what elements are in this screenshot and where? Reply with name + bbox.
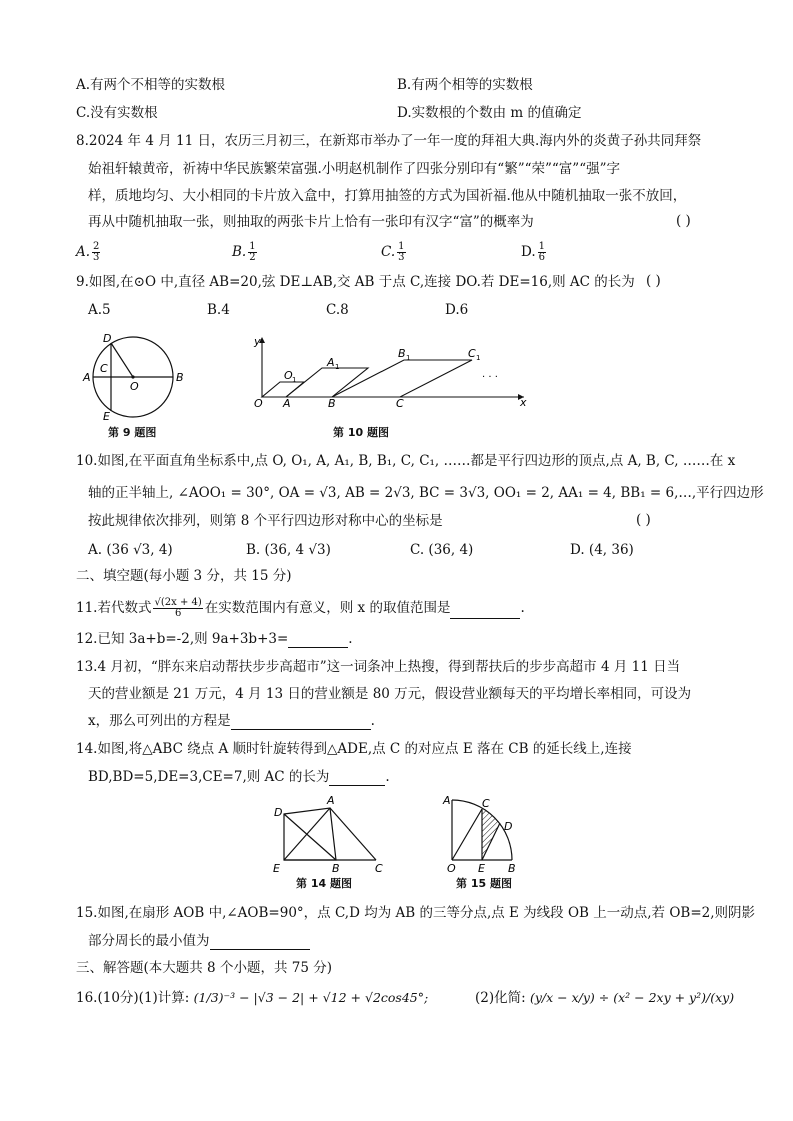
q11-post: 在实数范围内有意义，则 x 的取值范围是 (204, 600, 451, 616)
q9-label-c: C (100, 362, 108, 375)
q14-label-b: B (332, 862, 340, 875)
q12-text: 12.已知 3a+b=-2,则 9a+3b+3= (76, 631, 289, 647)
q8-option-b (232, 242, 259, 263)
q10-label-c1-sub: 1 (476, 354, 481, 362)
q10-line-2: 轴的正半轴上, ∠AOO₁ = 30°, OA = √3, AB = 2√3, BC = 3√3, OO₁ = 2, AA₁ = 4, BB₁ = 6,…,平行四边形 (88, 485, 764, 501)
q10-label-b1: B (398, 347, 406, 360)
q9-label-o: O (130, 380, 139, 393)
q10-label-o1-sub: 1 (292, 376, 297, 384)
q12 (76, 630, 353, 648)
q15-figure (440, 794, 530, 876)
q9-option-a: A.5 (88, 302, 111, 318)
q9-label-b: B (176, 371, 184, 384)
q10-label-c1: C (468, 347, 476, 360)
q8-option-b-fraction: $\frac{1}{2}$ (249, 241, 256, 263)
q14-label-d: D (274, 806, 283, 819)
q10-label-dots: · · · (482, 372, 498, 383)
q14-line-1: 14.如图,将△ABC 绕点 A 顺时针旋转得到△ADE,点 C 的对应点 E 落在 CB 的延长线上,连接 (76, 741, 632, 757)
q8-option-d-fraction: $\frac{1}{6}$ (538, 241, 546, 263)
q8-option-c (381, 242, 408, 263)
q8-line-3: 样，质地均匀、大小相同的卡片放入盒中，打算用抽签的方式为国祈福.他从中随机抽取一张不放回， (88, 188, 687, 204)
q10-option-a: A. (36 √3, 4) (88, 542, 173, 558)
q13-line-3-text: x，那么可列出的方程是 (88, 713, 231, 729)
q10-figure (250, 334, 530, 410)
q14-label-a: A (327, 794, 335, 807)
q16-expression-1: (1/3)⁻³ − |√3 − 2| + √12 + √2cos45°; (193, 990, 429, 1005)
q14-figure-caption: 第 14 题图 (296, 877, 352, 890)
q10-label-y: y (254, 335, 261, 348)
q13-end: . (370, 713, 375, 729)
q8-option-c-label: C. (381, 244, 396, 260)
q7-option-c: C.没有实数根 (76, 105, 158, 121)
q10-label-a1-sub: 1 (335, 363, 340, 371)
q10-option-c: C. (36, 4) (410, 542, 474, 558)
q10-line-3: 按此规律依次排列，则第 8 个平行四边形对称中心的坐标是 (88, 513, 443, 529)
q14-end: . (385, 769, 390, 785)
q10-label-o: O (254, 397, 263, 410)
q16-part-2 (475, 989, 734, 1007)
section-3-heading: 三、解答题(本大题共 8 个小题，共 75 分) (76, 960, 332, 976)
q8-line-1: 8.2024 年 4 月 11 日，农历三月初三，在新郑市举办了一年一度的拜祖大典.海内外的炎黄子孙共同拜祭 (76, 133, 702, 149)
q8-option-a-fraction: $\frac{2}{3}$ (93, 241, 100, 263)
q15-answer-blank[interactable] (210, 935, 310, 950)
q8-line-2: 始祖轩辕黄帝，祈祷中华民族繁荣富强.小明赵机制作了四张分别印有“繁”“荣”“富”“强”字 (88, 161, 621, 177)
q10-label-a: A (283, 397, 291, 410)
q7-option-b: B.有两个相等的实数根 (397, 77, 533, 93)
q16-part-2-label: (2)化简: (475, 990, 526, 1006)
q8-option-b-label: B. (232, 244, 247, 260)
q12-answer-blank[interactable] (288, 633, 348, 648)
q9-option-d: D.6 (445, 302, 469, 318)
q11-answer-blank[interactable] (450, 604, 520, 619)
q8-answer-paren: ( ) (676, 213, 691, 229)
q8-option-d (521, 242, 548, 263)
q9-option-c: C.8 (326, 302, 349, 318)
q15-label-d: D (504, 820, 513, 833)
q12-end: . (348, 631, 353, 647)
q14-label-e: E (273, 862, 280, 875)
q15-line-1: 15.如图,在扇形 AOB 中,∠AOB=90°，点 C,D 均为 AB 的三等分点,点 E 为线段 OB 上一动点,若 OB=2,则阴影 (76, 905, 756, 921)
q15-label-c: C (482, 797, 490, 810)
q8-option-a-label: A. (76, 244, 91, 260)
q10-option-d: D. (4, 36) (570, 542, 634, 558)
q15-label-o: O (447, 862, 456, 875)
q10-answer-paren: ( ) (636, 512, 651, 528)
q7-option-a: A.有两个不相等的实数根 (76, 77, 226, 93)
q15-figure-caption: 第 15 题图 (456, 877, 512, 890)
q13-line-2: 天的营业额是 21 万元，4 月 13 日的营业额是 80 万元，假设营业额每天的平均增长率相同，可设为 (88, 686, 692, 702)
q9-label-e: E (103, 410, 110, 422)
q11-fraction: $\frac{√(2x + 4)}{6}$ (154, 597, 202, 619)
q9-figure-caption: 第 9 题图 (108, 426, 157, 439)
q13-answer-blank[interactable] (231, 715, 371, 730)
q10-figure-caption: 第 10 题图 (333, 426, 389, 439)
q9-option-b: B.4 (207, 302, 230, 318)
q10-line-1: 10.如图,在平面直角坐标系中,点 O, O₁, A, A₁, B, B₁, C, C₁, ……都是平行四边形的顶点,点 A, B, C, ……在 x (76, 453, 736, 469)
q13-line-3 (88, 712, 375, 730)
q15-label-e: E (478, 862, 485, 875)
q15-label-b: B (508, 862, 516, 875)
q15-line-2 (88, 932, 310, 950)
q9-stem: 9.如图,在⊙O 中,直径 AB=20,弦 DE⊥AB,交 AB 于点 C,连接 DO.若 DE=16,则 AC 的长为 (76, 274, 635, 290)
q16-expression-2: (y/x − x/y) ÷ (x² − 2xy + y²)/(xy) (529, 990, 735, 1005)
q10-label-o1: O (284, 369, 293, 382)
q14-line-2-text: BD,BD=5,DE=3,CE=7,则 AC 的长为 (88, 769, 330, 785)
q10-option-b: B. (36, 4 √3) (246, 542, 331, 558)
q14-answer-blank[interactable] (329, 771, 385, 786)
q7-option-d: D.实数根的个数由 m 的值确定 (397, 105, 582, 121)
q9-figure (76, 330, 196, 422)
q14-figure (268, 794, 394, 876)
q8-line-4: 再从中随机抽取一张，则抽取的两张卡片上恰有一张印有汉字“富”的概率为 (88, 214, 534, 230)
q15-label-a: A (443, 794, 451, 807)
q16-part-1-label: 16.(10分)(1)计算: (76, 990, 190, 1006)
section-2-heading: 二、填空题(每小题 3 分，共 15 分) (76, 568, 292, 584)
q16-part-1 (76, 989, 428, 1007)
q15-line-2-text: 部分周长的最小值为 (88, 933, 210, 949)
q8-option-c-fraction: $\frac{1}{3}$ (398, 241, 405, 263)
q11-end: . (520, 600, 525, 616)
q13-line-1: 13.4 月初，“胖东来启动帮扶步步高超市”这一词条冲上热搜，得到帮扶后的步步高超市 4 月 11 日当 (76, 659, 681, 675)
q14-line-2 (88, 768, 390, 786)
q11 (76, 598, 525, 619)
q10-label-b: B (328, 397, 336, 410)
q9-label-a: A (83, 371, 91, 384)
q8-option-a (76, 242, 102, 263)
q10-label-c: C (396, 397, 404, 410)
q14-label-c: C (375, 862, 383, 875)
q8-option-d-label: D. (521, 244, 536, 260)
q10-label-b1-sub: 1 (406, 354, 411, 362)
q9-label-d: D (103, 332, 112, 345)
q10-label-x: x (520, 396, 527, 409)
q9-answer-paren: ( ) (646, 273, 661, 289)
q11-pre: 11.若代数式 (76, 600, 152, 616)
q10-label-a1: A (327, 356, 335, 369)
